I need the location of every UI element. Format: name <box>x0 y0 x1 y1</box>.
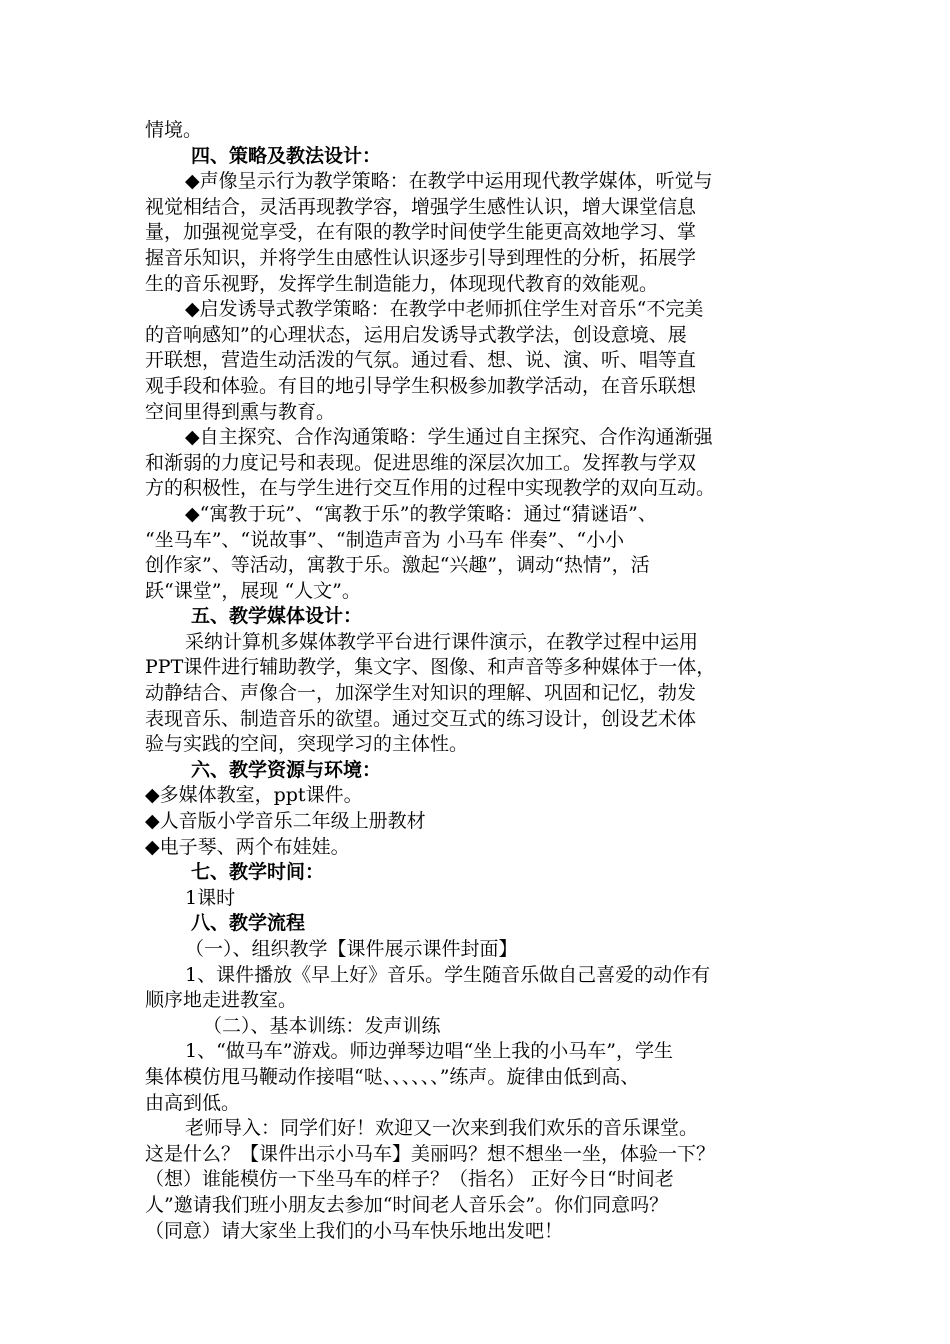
paragraph-line: 动静结合、声像合一，加深学生对知识的理解、巩固和记忆，勃发 <box>145 682 697 705</box>
paragraph-line: 顺序地走进教室。 <box>145 989 298 1012</box>
paragraph-line: PPT课件进行辅助教学，集文字、图像、和声音等多种媒体于一体， <box>145 656 716 679</box>
paragraph-line: 采纳计算机多媒体教学平台进行课件演示，在教学过程中运用 <box>185 630 699 653</box>
paragraph-line: “坐马车”、“说故事”、“制造声音为 小马车 伴奏”、“小小 <box>145 528 625 551</box>
paragraph-line: 情境。 <box>145 119 203 141</box>
paragraph-line: ◆声像呈示行为教学策略：在教学中运用现代教学媒体，听觉与 <box>185 170 713 193</box>
paragraph-line: 跃“课堂”，展现 “人文”。 <box>145 579 361 602</box>
paragraph-line: 的音响感知”的心理状态，运用启发诱导式教学法，创设意境、展 <box>145 323 687 346</box>
section-heading: 七、教学时间： <box>191 861 325 884</box>
paragraph-line: 人”邀请我们班小朋友去参加“时间老人音乐会”。你们同意吗？ <box>145 1193 669 1216</box>
document-body <box>145 118 810 1244</box>
paragraph-line: 表现音乐、制造音乐的欲望。通过交互式的练习设计，创设艺术体 <box>145 707 697 730</box>
paragraph-line: 观手段和体验。有目的地引导学生积极参加教学活动，在音乐联想 <box>145 374 697 397</box>
paragraph-line: ◆自主探究、合作沟通策略：学生通过自主探究、合作沟通渐强 <box>185 426 713 449</box>
paragraph-line: 老师导入：同学们好！欢迎又一次来到我们欢乐的音乐课堂。 <box>185 1117 699 1140</box>
paragraph-line: 创作家”、等活动，寓教于乐。激起“兴趣”，调动“热情”，活 <box>145 554 650 577</box>
paragraph-line: （想）谁能模仿一下坐马车的样子？（指名） 正好今日“时间老 <box>145 1168 674 1191</box>
paragraph-line: ◆人音版小学音乐二年级上册教材 <box>145 810 426 833</box>
section-heading: 六、教学资源与环境： <box>191 758 382 781</box>
paragraph-line: （二）、基本训练：发声训练 <box>203 1014 441 1037</box>
paragraph-line: 由高到低。 <box>145 1091 241 1114</box>
paragraph-line: ◆启发诱导式教学策略：在教学中老师抓住学生对音乐“不完美 <box>185 298 704 321</box>
paragraph-line: 空间里得到熏与教育。 <box>145 400 336 423</box>
paragraph-line: 验与实践的空间，突现学习的主体性。 <box>145 733 469 756</box>
paragraph-line: 和渐弱的力度记号和表现。促进思维的深层次加工。发挥教与学双 <box>145 451 697 474</box>
section-heading: 八、教学流程 <box>191 912 306 935</box>
paragraph-line: 1课时 <box>185 886 236 909</box>
paragraph-line: 视觉相结合，灵活再现教学容，增强学生感性认识，增大课堂信息 <box>145 195 697 218</box>
paragraph-line: （同意）请大家坐上我们的小马车快乐地出发吧！ <box>145 1219 564 1242</box>
paragraph-line: 1、“做马车”游戏。师边弹琴边唱“坐上我的小马车”，学生 <box>185 1040 673 1063</box>
paragraph-line: ◆电子琴、两个布娃娃。 <box>145 835 350 858</box>
paragraph-line: ◆“寓教于玩”、“寓教于乐”的教学策略：通过“猜谜语”、 <box>185 502 657 525</box>
paragraph-line: ◆多媒体教室，ppt课件。 <box>145 784 363 807</box>
paragraph-line: 生的音乐视野，发挥学生制造能力，体现现代教育的效能观。 <box>145 272 659 295</box>
paragraph-line: 方的积极性，在与学生进行交互作用的过程中实现教学的双向互动。 <box>145 477 716 500</box>
paragraph-line: 量，加强视觉享受，在有限的教学时间使学生能更高效地学习、掌 <box>145 221 697 244</box>
paragraph-line: 握音乐知识，并将学生由感性认识逐步引导到理性的分析，拓展学 <box>145 246 697 269</box>
paragraph-line: 集体模仿甩马鞭动作接唱“哒、、、、、、”练声。旋律由低到高、 <box>145 1065 640 1088</box>
section-heading: 五、教学媒体设计： <box>191 605 363 628</box>
paragraph-line: 1、课件播放《早上好》音乐。学生随音乐做自己喜爱的动作有 <box>185 963 711 986</box>
paragraph-line: 开联想，营造生动活泼的气氛。通过看、想、说、演、听、唱等直 <box>145 349 697 372</box>
section-heading: 四、策略及教法设计： <box>191 144 382 167</box>
paragraph-line: （一）、组织教学【课件展示课件封面】 <box>185 938 518 960</box>
paragraph-line: 这是什么？【课件出示小马车】美丽吗？想不想坐一坐，体验一下？ <box>145 1142 716 1165</box>
